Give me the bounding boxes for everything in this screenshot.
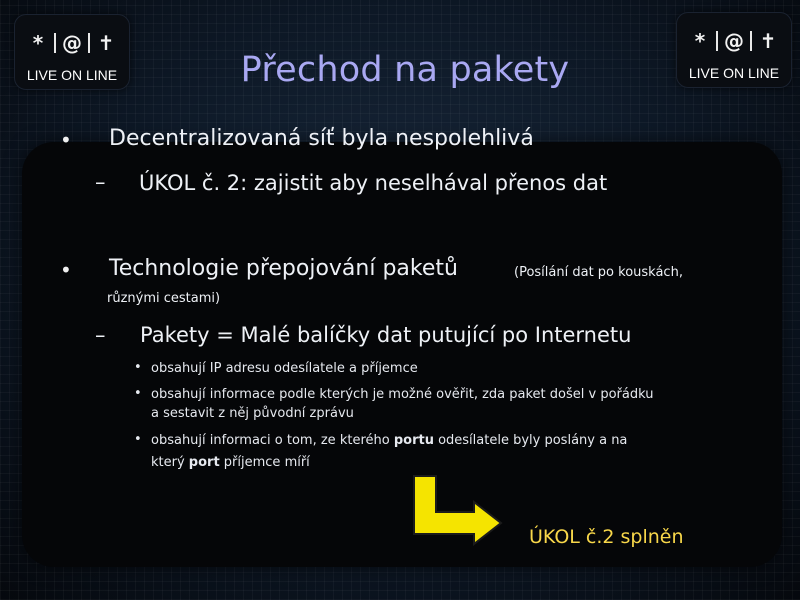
at-sign-icon: @ — [62, 31, 82, 55]
bullet-icon: • — [134, 360, 142, 375]
port-keyword: portu — [393, 433, 434, 448]
logo-symbols — [677, 29, 791, 53]
list-item: obsahují IP adresu odesílatele a příjemce — [151, 361, 418, 376]
list-item: obsahují informace podle kterých je možné ověřit, zda paket došel v pořádku — [151, 387, 654, 402]
at-sign-icon: @ — [724, 29, 744, 53]
list-item-continuation: a sestavit z něj původní zprávu — [151, 406, 354, 421]
bullet-icon: • — [134, 432, 142, 447]
bullet-icon: • — [60, 258, 72, 282]
logo-right — [676, 12, 792, 88]
port-keyword: port — [188, 455, 220, 470]
cross-icon: ✝ — [97, 31, 115, 55]
bullet-2-note-line2: různými cestami) — [107, 291, 221, 306]
logo-text: LIVE ON LINE — [688, 65, 780, 81]
logo-symbols — [15, 31, 129, 55]
list-item-part: obsahují informaci o tom, ze kterého — [151, 433, 394, 448]
logo-text: LIVE ON LINE — [26, 67, 118, 83]
list-item — [151, 433, 627, 448]
bullet-2-note-line1: (Posílání dat po kouskách, — [514, 265, 683, 280]
bullet-2-text: Technologie přepojování paketů — [109, 256, 458, 281]
content-panel — [22, 142, 782, 567]
slide-title: Přechod na pakety — [240, 50, 570, 90]
logo-separator — [54, 33, 56, 53]
bent-arrow-icon — [412, 474, 504, 546]
logo-left — [14, 14, 130, 90]
bullet-icon: • — [60, 128, 72, 152]
bullet-1-subtext: ÚKOL č. 2: zajistit aby neselhával přenos dat — [139, 171, 608, 195]
bullet-icon: • — [134, 386, 142, 401]
list-item-part: který — [151, 455, 189, 470]
cross-icon: ✝ — [759, 29, 777, 53]
list-item-continuation — [151, 455, 310, 470]
bullet-2-subtext: Pakety = Malé balíčky dat putující po Internetu — [140, 323, 632, 347]
dash-icon: – — [95, 170, 106, 194]
logo-separator — [88, 33, 90, 53]
list-item-part: odesílatele byly poslány a na — [433, 433, 628, 448]
logo-separator — [716, 31, 718, 51]
list-item-part: příjemce míří — [219, 455, 310, 470]
bullet-1-text: Decentralizovaná síť byla nespolehlivá — [109, 126, 534, 151]
asterisk-icon: * — [32, 31, 44, 55]
logo-separator — [750, 31, 752, 51]
dash-icon: – — [95, 323, 106, 347]
task-completed-note: ÚKOL č.2 splněn — [529, 526, 684, 548]
asterisk-icon: * — [694, 29, 706, 53]
